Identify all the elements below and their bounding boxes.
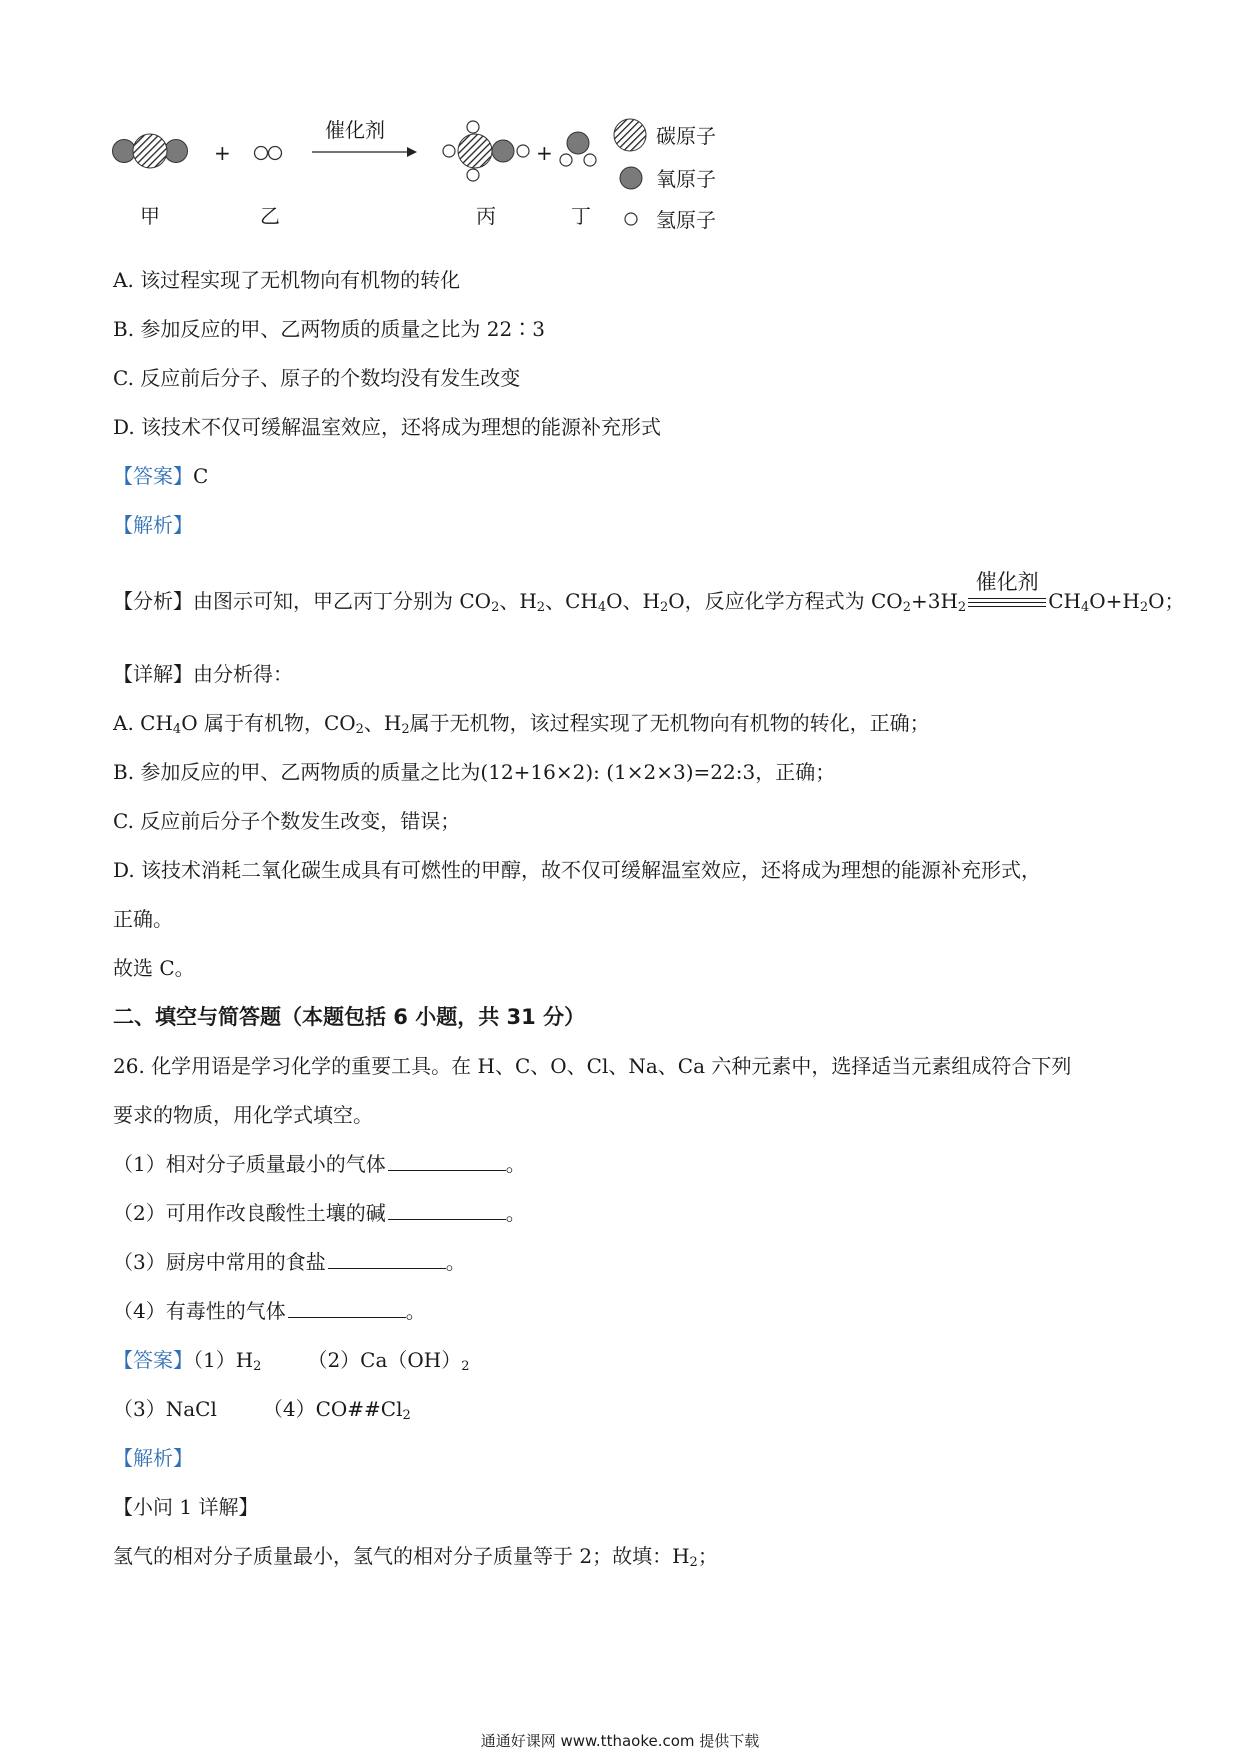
q26-stem-2: 要求的物质，用化学式填空。: [113, 1103, 373, 1127]
legend-oxygen-icon: [620, 167, 642, 189]
answer-blank-3[interactable]: [328, 1248, 446, 1269]
option-d: D. 该技术不仅可缓解温室效应，还将成为理想的能源补充形式: [113, 415, 662, 439]
q26-stem-1: 26. 化学用语是学习化学的重要工具。在 H、C、O、Cl、Na、Ca 六种元素中，选择适当元素组成符合下列: [113, 1054, 1072, 1078]
molecule-ding: [560, 132, 596, 166]
reaction-diagram-svg: [110, 105, 830, 245]
equation-catalyst: 催化剂: [975, 569, 1039, 594]
q26-item-3: （3）厨房中常用的食盐 。: [113, 1250, 466, 1274]
q26-item-1: （1）相对分子质量最小的气体 。: [113, 1152, 526, 1176]
plus-sign-2: +: [536, 141, 553, 165]
detail-a: A. $CH_4O$ 属于有机物，$CO_2$、$H_2$属于无机物，该过程实现了无机物向有机物的转化，正确；: [113, 711, 930, 737]
section-title: 二、填空与简答题（本题包括 6 小题，共 31 分）: [113, 1005, 586, 1029]
plus-sign-1: +: [214, 141, 231, 165]
arrow-head: [407, 147, 417, 157]
molecule-bing: [443, 121, 529, 181]
page-footer: 通通好课网 www.tthaoke.com 提供下载: [480, 1732, 760, 1750]
legend-hydrogen-label: 氢原子: [656, 208, 716, 232]
detail-d-cont: 正确。: [113, 907, 173, 931]
label-bing: 丙: [476, 204, 496, 228]
fenxi-line: 【分析】由图示可知，甲乙丙丁分别为 $CO_2$、$H_2$、$CH_4O$、$H_2O$，反应化学方程式为 $CO_2+3H_2$ 催化剂 $CH_4O+H_2O$；: [113, 569, 1185, 615]
answer-value: C: [193, 464, 209, 488]
catalyst-label: 催化剂: [325, 118, 385, 142]
reaction-diagram: [110, 105, 830, 245]
detail-intro: 【详解】由分析得：: [113, 662, 293, 686]
answer-tag: 【答案】: [113, 464, 193, 488]
q26-item-2: （2）可用作改良酸性土壤的碱 。: [113, 1201, 526, 1225]
legend-hydrogen-icon: [625, 213, 637, 225]
answer-blank-1[interactable]: [388, 1150, 506, 1171]
detail-d: D. 该技术消耗二氧化碳生成具有可燃性的甲醇，故不仅可缓解温室效应，还将成为理想的能源补充形式，: [113, 858, 1042, 882]
detail-c: C. 反应前后分子个数发生改变，错误；: [113, 809, 461, 833]
label-yi: 乙: [260, 204, 280, 228]
legend: [614, 119, 716, 232]
fenxi-tag: 【分析】: [113, 589, 193, 613]
detail-b: B. 参加反应的甲、乙两物质的质量之比为(12+16×2): (1×2×3)=22:3，正确；: [113, 760, 836, 784]
equation-equals-sign: [968, 569, 1046, 610]
answer-line-1: [113, 462, 208, 490]
option-a: A. 该过程实现了无机物向有机物的转化: [113, 268, 461, 292]
subquestion-1-title: 【小问 1 详解】: [113, 1495, 259, 1519]
molecule-yi: [255, 147, 282, 160]
answer-blank-4[interactable]: [288, 1297, 406, 1318]
legend-oxygen-label: 氧原子: [656, 167, 716, 191]
answer-tag-2: 【答案】: [113, 1348, 193, 1372]
legend-carbon-icon: [614, 119, 646, 151]
answer-line-3: （3）NaCl $(4)CO\#\#Cl_2$: [113, 1397, 411, 1423]
option-b: B. 参加反应的甲、乙两物质的质量之比为 22∶3: [113, 317, 545, 341]
detail-conclusion: 故选 C。: [113, 956, 195, 980]
analysis-tag: 【解析】: [113, 513, 193, 537]
molecule-jia: [113, 134, 188, 168]
answer-line-2: 【答案】$(1)H_2$ $(2)Ca(OH)_2$: [113, 1348, 470, 1374]
analysis-tag-2: 【解析】: [113, 1446, 193, 1470]
legend-carbon-label: 碳原子: [656, 124, 716, 148]
answer-blank-2[interactable]: [388, 1199, 506, 1220]
subquestion-1-text: 氢气的相对分子质量最小，氢气的相对分子质量等于 2；故填：$H_2$；: [113, 1544, 718, 1570]
q26-item-4: （4）有毒性的气体 。: [113, 1299, 426, 1323]
option-c: C. 反应前后分子、原子的个数均没有发生改变: [113, 366, 521, 390]
label-jia: 甲: [140, 204, 160, 228]
label-ding: 丁: [571, 204, 591, 228]
